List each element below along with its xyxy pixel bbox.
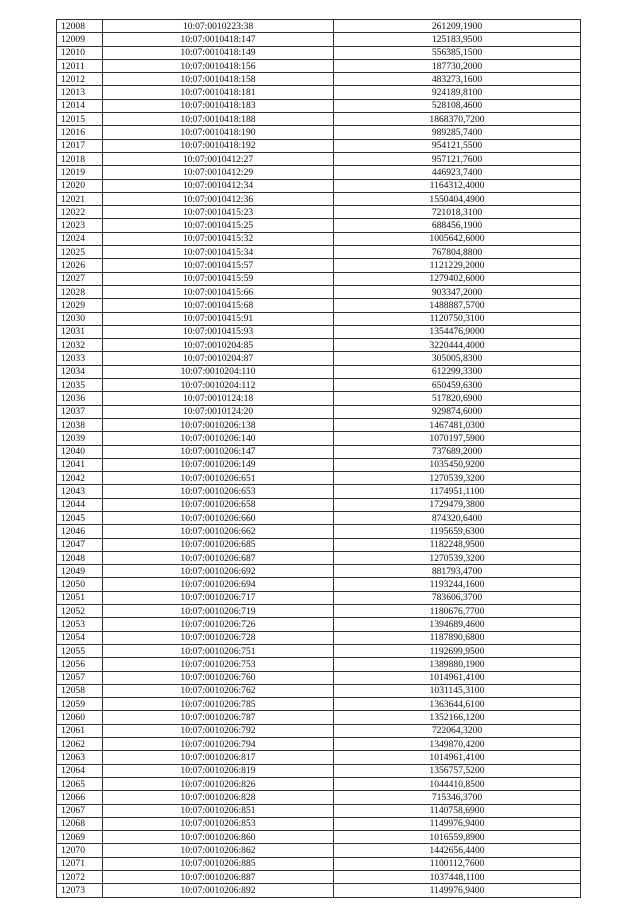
row-number-cell: 12059 (57, 698, 103, 711)
table-row (57, 578, 581, 591)
row-number-cell: 12022 (57, 206, 103, 219)
table-row (57, 152, 581, 165)
table-row (57, 738, 581, 751)
cadastral-value-cell: 688456,1900 (334, 219, 581, 232)
cadastral-value-cell: 1356757,5200 (334, 764, 581, 777)
cadastral-value-cell: 1467481,0300 (334, 418, 581, 431)
cadastral-number-cell: 10:07:0010415:68 (103, 299, 334, 312)
row-number-cell: 12041 (57, 458, 103, 471)
cadastral-value-cell: 874320,6400 (334, 511, 581, 524)
cadastral-value-cell: 1270539,3200 (334, 472, 581, 485)
row-number-cell: 12066 (57, 791, 103, 804)
cadastral-value-cell: 1389880,1900 (334, 658, 581, 671)
table-row (57, 871, 581, 884)
table-row (57, 485, 581, 498)
cadastral-number-cell: 10:07:0010415:93 (103, 325, 334, 338)
cadastral-number-cell: 10:07:0010206:851 (103, 804, 334, 817)
cadastral-number-cell: 10:07:0010206:819 (103, 764, 334, 777)
cadastral-number-cell: 10:07:0010206:887 (103, 871, 334, 884)
table-row (57, 259, 581, 272)
cadastral-number-cell: 10:07:0010206:147 (103, 445, 334, 458)
cadastral-number-cell: 10:07:0010206:726 (103, 618, 334, 631)
cadastral-value-cell: 1120750,3100 (334, 312, 581, 325)
cadastral-value-cell: 1149976,9400 (334, 817, 581, 830)
cadastral-number-cell: 10:07:0010418:181 (103, 86, 334, 99)
cadastral-number-cell: 10:07:0010418:190 (103, 126, 334, 139)
cadastral-value-cell: 721018,3100 (334, 206, 581, 219)
cadastral-value-cell: 722064,3200 (334, 724, 581, 737)
row-number-cell: 12057 (57, 671, 103, 684)
cadastral-value-cell: 528108,4600 (334, 99, 581, 112)
table-row (57, 206, 581, 219)
row-number-cell: 12035 (57, 379, 103, 392)
cadastral-value-cell: 783606,3700 (334, 591, 581, 604)
cadastral-number-cell: 10:07:0010206:760 (103, 671, 334, 684)
cadastral-value-cell: 715346,3700 (334, 791, 581, 804)
table-row (57, 458, 581, 471)
row-number-cell: 12020 (57, 179, 103, 192)
row-number-cell: 12043 (57, 485, 103, 498)
cadastral-value-cell: 1270539,3200 (334, 551, 581, 564)
cadastral-number-cell: 10:07:0010124:18 (103, 392, 334, 405)
row-number-cell: 12051 (57, 591, 103, 604)
table-row (57, 538, 581, 551)
row-number-cell: 12012 (57, 73, 103, 86)
row-number-cell: 12052 (57, 605, 103, 618)
cadastral-number-cell: 10:07:0010418:188 (103, 113, 334, 126)
table-row (57, 339, 581, 352)
row-number-cell: 12063 (57, 751, 103, 764)
table-row (57, 791, 581, 804)
row-number-cell: 12030 (57, 312, 103, 325)
table-row (57, 166, 581, 179)
cadastral-value-cell: 1100112,7600 (334, 857, 581, 870)
row-number-cell: 12064 (57, 764, 103, 777)
cadastral-value-cell: 903347,2000 (334, 285, 581, 298)
row-number-cell: 12067 (57, 804, 103, 817)
row-number-cell: 12031 (57, 325, 103, 338)
cadastral-value-cell: 1149976,9400 (334, 884, 581, 897)
cadastral-number-cell: 10:07:0010412:34 (103, 179, 334, 192)
row-number-cell: 12018 (57, 152, 103, 165)
row-number-cell: 12028 (57, 285, 103, 298)
row-number-cell: 12011 (57, 59, 103, 72)
row-number-cell: 12072 (57, 871, 103, 884)
row-number-cell: 12065 (57, 777, 103, 790)
cadastral-number-cell: 10:07:0010206:728 (103, 631, 334, 644)
row-number-cell: 12071 (57, 857, 103, 870)
cadastral-number-cell: 10:07:0010204:85 (103, 339, 334, 352)
cadastral-value-cell: 954121,5500 (334, 139, 581, 152)
row-number-cell: 12047 (57, 538, 103, 551)
table-row (57, 246, 581, 259)
cadastral-number-cell: 10:07:0010206:817 (103, 751, 334, 764)
cadastral-value-cell: 517820,6900 (334, 392, 581, 405)
cadastral-value-cell: 556385,1500 (334, 46, 581, 59)
cadastral-number-cell: 10:07:0010206:653 (103, 485, 334, 498)
cadastral-number-cell: 10:07:0010418:149 (103, 46, 334, 59)
cadastral-value-cell: 1193244,1600 (334, 578, 581, 591)
table-row (57, 684, 581, 697)
row-number-cell: 12053 (57, 618, 103, 631)
cadastral-value-cell: 1394689,4600 (334, 618, 581, 631)
cadastral-number-cell: 10:07:0010206:687 (103, 551, 334, 564)
cadastral-value-cell: 1352166,1200 (334, 711, 581, 724)
cadastral-number-cell: 10:07:0010418:192 (103, 139, 334, 152)
table-row (57, 472, 581, 485)
cadastral-value-cell: 1014961,4100 (334, 751, 581, 764)
cadastral-value-cell: 767804,8800 (334, 246, 581, 259)
cadastral-number-cell: 10:07:0010418:183 (103, 99, 334, 112)
cadastral-value-cell: 957121,7600 (334, 152, 581, 165)
cadastral-number-cell: 10:07:0010206:694 (103, 578, 334, 591)
cadastral-number-cell: 10:07:0010415:23 (103, 206, 334, 219)
cadastral-number-cell: 10:07:0010415:57 (103, 259, 334, 272)
cadastral-value-cell: 446923,7400 (334, 166, 581, 179)
row-number-cell: 12062 (57, 738, 103, 751)
cadastral-number-cell: 10:07:0010206:692 (103, 565, 334, 578)
cadastral-value-cell: 1140758,6900 (334, 804, 581, 817)
row-number-cell: 12044 (57, 498, 103, 511)
row-number-cell: 12040 (57, 445, 103, 458)
table-row (57, 59, 581, 72)
table-row (57, 525, 581, 538)
row-number-cell: 12054 (57, 631, 103, 644)
cadastral-value-cell: 1192699,9500 (334, 644, 581, 657)
cadastral-number-cell: 10:07:0010206:662 (103, 525, 334, 538)
cadastral-value-cell: 1180676,7700 (334, 605, 581, 618)
cadastral-value-cell: 1014961,4100 (334, 671, 581, 684)
cadastral-number-cell: 10:07:0010206:792 (103, 724, 334, 737)
cadastral-value-cell: 881793,4700 (334, 565, 581, 578)
cadastral-value-cell: 187730,2000 (334, 59, 581, 72)
table-row (57, 379, 581, 392)
cadastral-number-cell: 10:07:0010206:826 (103, 777, 334, 790)
cadastral-number-cell: 10:07:0010223:38 (103, 20, 334, 33)
cadastral-value-cell: 261209,1900 (334, 20, 581, 33)
table-row (57, 711, 581, 724)
table-row (57, 817, 581, 830)
row-number-cell: 12042 (57, 472, 103, 485)
cadastral-number-cell: 10:07:0010206:787 (103, 711, 334, 724)
cadastral-number-cell: 10:07:0010206:885 (103, 857, 334, 870)
table-row (57, 804, 581, 817)
row-number-cell: 12034 (57, 365, 103, 378)
cadastral-number-cell: 10:07:0010206:860 (103, 831, 334, 844)
cadastral-number-cell: 10:07:0010415:59 (103, 272, 334, 285)
cadastral-value-cell: 924189,8100 (334, 86, 581, 99)
row-number-cell: 12037 (57, 405, 103, 418)
cadastral-number-cell: 10:07:0010206:149 (103, 458, 334, 471)
cadastral-number-cell: 10:07:0010412:27 (103, 152, 334, 165)
cadastral-value-cell: 1070197,5900 (334, 432, 581, 445)
row-number-cell: 12069 (57, 831, 103, 844)
cadastral-value-cell: 1868370,7200 (334, 113, 581, 126)
cadastral-value-cell: 3220444,4000 (334, 339, 581, 352)
table-row (57, 352, 581, 365)
row-number-cell: 12016 (57, 126, 103, 139)
table-row (57, 113, 581, 126)
table-row (57, 445, 581, 458)
row-number-cell: 12060 (57, 711, 103, 724)
table-row (57, 511, 581, 524)
row-number-cell: 12073 (57, 884, 103, 897)
cadastral-value-cell: 1035450,9200 (334, 458, 581, 471)
cadastral-number-cell: 10:07:0010206:717 (103, 591, 334, 604)
cadastral-number-cell: 10:07:0010206:660 (103, 511, 334, 524)
cadastral-value-cell: 1174951,1100 (334, 485, 581, 498)
row-number-cell: 12038 (57, 418, 103, 431)
cadastral-number-cell: 10:07:0010415:66 (103, 285, 334, 298)
row-number-cell: 12049 (57, 565, 103, 578)
row-number-cell: 12027 (57, 272, 103, 285)
row-number-cell: 12055 (57, 644, 103, 657)
cadastral-value-cell: 1037448,1100 (334, 871, 581, 884)
table-row (57, 857, 581, 870)
table-row (57, 299, 581, 312)
cadastral-number-cell: 10:07:0010206:892 (103, 884, 334, 897)
cadastral-number-cell: 10:07:0010418:156 (103, 59, 334, 72)
cadastral-number-cell: 10:07:0010204:87 (103, 352, 334, 365)
cadastral-value-cell: 1016559,8900 (334, 831, 581, 844)
row-number-cell: 12026 (57, 259, 103, 272)
cadastral-value-cell: 1164312,4000 (334, 179, 581, 192)
table-row (57, 644, 581, 657)
cadastral-number-cell: 10:07:0010206:658 (103, 498, 334, 511)
cadastral-number-cell: 10:07:0010415:91 (103, 312, 334, 325)
cadastral-number-cell: 10:07:0010206:751 (103, 644, 334, 657)
table-row (57, 751, 581, 764)
cadastral-number-cell: 10:07:0010418:158 (103, 73, 334, 86)
row-number-cell: 12068 (57, 817, 103, 830)
table-row (57, 565, 581, 578)
table-row (57, 618, 581, 631)
table-row (57, 192, 581, 205)
cadastral-value-cell: 737689,2000 (334, 445, 581, 458)
table-row (57, 312, 581, 325)
row-number-cell: 12032 (57, 339, 103, 352)
table-row (57, 884, 581, 897)
table-row (57, 498, 581, 511)
table-row (57, 764, 581, 777)
cadastral-value-cell: 1044410,8500 (334, 777, 581, 790)
cadastral-value-cell: 650459,6300 (334, 379, 581, 392)
table-row (57, 631, 581, 644)
table-row (57, 272, 581, 285)
cadastral-number-cell: 10:07:0010206:651 (103, 472, 334, 485)
table-row (57, 33, 581, 46)
cadastral-number-cell: 10:07:0010206:753 (103, 658, 334, 671)
cadastral-value-cell: 1550404,4900 (334, 192, 581, 205)
table-row (57, 432, 581, 445)
table-row (57, 139, 581, 152)
cadastral-number-cell: 10:07:0010415:34 (103, 246, 334, 259)
cadastral-number-cell: 10:07:0010206:853 (103, 817, 334, 830)
table-row (57, 551, 581, 564)
cadastral-number-cell: 10:07:0010412:36 (103, 192, 334, 205)
table-row (57, 46, 581, 59)
cadastral-value-cell: 989285,7400 (334, 126, 581, 139)
row-number-cell: 12070 (57, 844, 103, 857)
row-number-cell: 12019 (57, 166, 103, 179)
table-row (57, 179, 581, 192)
row-number-cell: 12015 (57, 113, 103, 126)
row-number-cell: 12009 (57, 33, 103, 46)
row-number-cell: 12045 (57, 511, 103, 524)
cadastral-value-cell: 305005,8300 (334, 352, 581, 365)
table-row (57, 777, 581, 790)
table-row (57, 20, 581, 33)
row-number-cell: 12014 (57, 99, 103, 112)
table-row (57, 73, 581, 86)
cadastral-value-cell: 1363644,6100 (334, 698, 581, 711)
cadastral-value-cell: 929874,6000 (334, 405, 581, 418)
row-number-cell: 12046 (57, 525, 103, 538)
table-row (57, 365, 581, 378)
row-number-cell: 12025 (57, 246, 103, 259)
cadastral-number-cell: 10:07:0010206:138 (103, 418, 334, 431)
row-number-cell: 12056 (57, 658, 103, 671)
cadastral-number-cell: 10:07:0010415:32 (103, 232, 334, 245)
cadastral-number-cell: 10:07:0010204:110 (103, 365, 334, 378)
row-number-cell: 12036 (57, 392, 103, 405)
cadastral-value-cell: 1187890,6800 (334, 631, 581, 644)
cadastral-value-cell: 1279402,6000 (334, 272, 581, 285)
cadastral-value-cell: 1182248,9500 (334, 538, 581, 551)
cadastral-value-table (56, 19, 581, 898)
row-number-cell: 12033 (57, 352, 103, 365)
table-row (57, 658, 581, 671)
cadastral-number-cell: 10:07:0010206:785 (103, 698, 334, 711)
table-row (57, 99, 581, 112)
cadastral-number-cell: 10:07:0010206:140 (103, 432, 334, 445)
row-number-cell: 12048 (57, 551, 103, 564)
table-row (57, 392, 581, 405)
cadastral-value-cell: 1488887,5700 (334, 299, 581, 312)
table-row (57, 126, 581, 139)
cadastral-value-cell: 1195659,6300 (334, 525, 581, 538)
cadastral-number-cell: 10:07:0010415:25 (103, 219, 334, 232)
cadastral-number-cell: 10:07:0010206:685 (103, 538, 334, 551)
table-row (57, 232, 581, 245)
cadastral-value-cell: 1031145,3100 (334, 684, 581, 697)
cadastral-number-cell: 10:07:0010204:112 (103, 379, 334, 392)
cadastral-number-cell: 10:07:0010206:794 (103, 738, 334, 751)
table-body (57, 20, 581, 898)
table-row (57, 285, 581, 298)
row-number-cell: 12039 (57, 432, 103, 445)
table-row (57, 219, 581, 232)
cadastral-value-cell: 1121229,2000 (334, 259, 581, 272)
cadastral-value-cell: 1729479,3800 (334, 498, 581, 511)
row-number-cell: 12013 (57, 86, 103, 99)
cadastral-number-cell: 10:07:0010206:828 (103, 791, 334, 804)
cadastral-value-cell: 125183,9500 (334, 33, 581, 46)
table-row (57, 605, 581, 618)
row-number-cell: 12008 (57, 20, 103, 33)
cadastral-number-cell: 10:07:0010418:147 (103, 33, 334, 46)
row-number-cell: 12029 (57, 299, 103, 312)
table-row (57, 671, 581, 684)
cadastral-number-cell: 10:07:0010206:862 (103, 844, 334, 857)
table-row (57, 844, 581, 857)
row-number-cell: 12023 (57, 219, 103, 232)
row-number-cell: 12021 (57, 192, 103, 205)
row-number-cell: 12050 (57, 578, 103, 591)
table-row (57, 418, 581, 431)
table-row (57, 325, 581, 338)
cadastral-value-cell: 1442656,4400 (334, 844, 581, 857)
cadastral-value-cell: 483273,1600 (334, 73, 581, 86)
cadastral-value-cell: 1354476,9000 (334, 325, 581, 338)
cadastral-value-cell: 1005642,6000 (334, 232, 581, 245)
table-row (57, 831, 581, 844)
cadastral-number-cell: 10:07:0010206:762 (103, 684, 334, 697)
cadastral-number-cell: 10:07:0010124:20 (103, 405, 334, 418)
table-row (57, 405, 581, 418)
cadastral-number-cell: 10:07:0010206:719 (103, 605, 334, 618)
table-row (57, 698, 581, 711)
table-row (57, 591, 581, 604)
table-row (57, 724, 581, 737)
row-number-cell: 12061 (57, 724, 103, 737)
cadastral-value-cell: 612299,3300 (334, 365, 581, 378)
row-number-cell: 12017 (57, 139, 103, 152)
cadastral-value-cell: 1349870,4200 (334, 738, 581, 751)
cadastral-number-cell: 10:07:0010412:29 (103, 166, 334, 179)
table-row (57, 86, 581, 99)
row-number-cell: 12024 (57, 232, 103, 245)
row-number-cell: 12058 (57, 684, 103, 697)
row-number-cell: 12010 (57, 46, 103, 59)
